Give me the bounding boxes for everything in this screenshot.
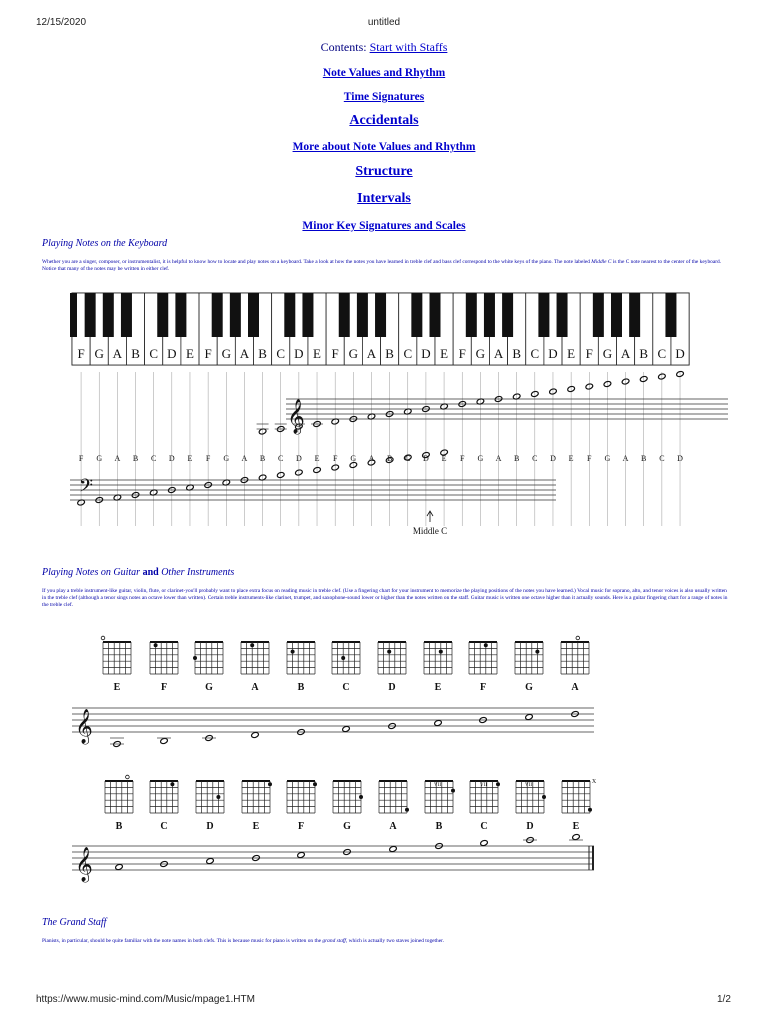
more-note-values-link[interactable]: More about Note Values and Rhythm (292, 141, 476, 153)
white-key-letter: G (475, 346, 486, 361)
white-key-letter: D (294, 346, 304, 361)
keyboard-figure (64, 290, 732, 550)
black-key (411, 293, 422, 337)
guitar-chart-row2-dot (359, 795, 363, 799)
structure-link[interactable]: Structure (355, 164, 413, 179)
black-key (430, 293, 441, 337)
white-key-letter: C (530, 346, 540, 361)
black-key (230, 293, 241, 337)
white-key-letter: C (403, 346, 413, 361)
white-key-letter: D (167, 346, 177, 361)
guitar-treble-clef-icon: 𝄞 (75, 710, 93, 743)
guitar-chart-row2-dot (405, 808, 409, 812)
guitar-title-b: and (142, 567, 159, 578)
staff-note-letter: F (205, 454, 211, 463)
nav-item-time-signatures (0, 87, 768, 105)
white-key-letter: D (421, 346, 431, 361)
position-mark: VII (434, 783, 441, 788)
keyboard-text-a: Whether you are a singer, composer, or instrumentalist, it is helpful to know how to locate and play notes on a keyboard. Take a look at how the notes you have learned in treble clef and bass clef correspond to the white keys of the piano. The note labeled (42, 259, 592, 265)
guitar-note-label-row2: C (480, 821, 488, 832)
guitar-chart-row1-dot (387, 650, 391, 654)
black-key (502, 293, 513, 337)
guitar-note-label-row2: C (160, 821, 168, 832)
guitar-note-label-row2: E (572, 821, 580, 832)
staff-note-letter: F (332, 454, 338, 463)
guitar-note-label-row2: G (343, 821, 351, 832)
guitar-section-title (42, 567, 234, 578)
guitar-staff1-note (434, 720, 442, 727)
guitar-paragraph: If you play a treble instrument-like guitar, violin, flute, or clarinet-you'll probably want to place extra focus on reading music in treble clef. (Use a fingering chart for your instrument to memorize the playing positions of the notes you have learned.) Vocal music for soprano, alto, and tenor voices is also usually written in the treble clef (although a tenor sings notes an octave lower than written). Certain treble instruments-like clarinet, trumpet, and saxophone-sound lower or higher than the notes written on the staff. Guitar music is written one octave higher than it actually sounds. Here is a guitar fingering chart for a range of notes in the treble clef. (42, 588, 728, 608)
guitar-note-label-row2: E (252, 821, 260, 832)
nav-item-note-values (0, 63, 768, 81)
staff-note-letter: E (314, 454, 320, 463)
grand-staff-text-b: , which is actually two staves joined together. (345, 938, 444, 944)
contents-label: Contents: (320, 40, 370, 54)
white-key-letter: C (149, 346, 159, 361)
black-key (611, 293, 622, 337)
white-key-letter: F (204, 346, 212, 361)
guitar-chart-row2-dot (313, 782, 317, 786)
white-key-letter: B (639, 346, 649, 361)
time-signatures-link[interactable]: Time Signatures (343, 91, 425, 103)
guitar-chart-row2-dot (542, 795, 546, 799)
guitar-chart-row1-open-mark (576, 636, 580, 640)
nav-item-intervals (0, 189, 768, 207)
guitar-title-c: Other Instruments (158, 567, 235, 578)
black-key (375, 293, 386, 337)
staff-note-letter: B (259, 454, 266, 463)
guitar-chart-row1-dot (154, 643, 158, 647)
guitar-title-a: Playing Notes on Guitar (42, 567, 143, 578)
guitar-note-label-row1: G (205, 682, 213, 693)
guitar-note-label-row1: C (342, 682, 350, 693)
black-key (85, 293, 96, 337)
guitar-chart-row2-dot (268, 782, 272, 786)
keyboard-section-title: Playing Notes on the Keyboard (42, 238, 168, 249)
staff-note-letter: G (477, 454, 484, 463)
white-key-letter: A (366, 346, 377, 361)
white-key-letter: D (548, 346, 558, 361)
guitar-note-label-row2: B (115, 821, 123, 832)
guitar-staff2-note (480, 840, 488, 847)
guitar-chart-row2-dot (588, 808, 592, 812)
guitar-figure (64, 620, 612, 895)
white-key-letter: F (585, 346, 593, 361)
white-key-letter: G (94, 346, 104, 361)
white-key-letter: F (458, 346, 466, 361)
guitar-note-label-row1: D (388, 682, 396, 693)
white-key-letter: F (331, 346, 339, 361)
print-url: https://www.music-mind.com/Music/mpage1.HTM (36, 994, 255, 1005)
accidentals-link[interactable]: Accidentals (349, 113, 419, 128)
print-date: 12/15/2020 (36, 17, 87, 28)
staff-note-letter: B (132, 454, 139, 463)
black-key (538, 293, 549, 337)
middle-c-label: Middle C (412, 526, 448, 536)
staff-note-letter: D (423, 454, 429, 463)
white-key-letter: B (258, 346, 267, 361)
staff-note-letter: E (187, 454, 193, 463)
staff-note-letter: A (368, 454, 375, 463)
white-key-letter: E (313, 346, 322, 361)
guitar-staff1-note (160, 738, 168, 745)
staff-note-letter: G (96, 454, 103, 463)
guitar-chart-row1-dot (439, 650, 443, 654)
guitar-chart-row1-open-mark (101, 636, 105, 640)
guitar-note-label-row1: A (251, 682, 259, 693)
guitar-note-label-row1: F (479, 682, 487, 693)
white-key-letter: E (185, 346, 194, 361)
guitar-staff1-note (251, 732, 259, 739)
guitar-staff2-note (572, 834, 580, 841)
guitar-note-label-row2: B (435, 821, 443, 832)
guitar-note-label-row1: G (525, 682, 533, 693)
white-key-letter: G (221, 346, 231, 361)
nav-item-more-note-values (0, 137, 768, 155)
guitar-chart-row2-dot (170, 782, 174, 786)
staff-note-letter: G (350, 454, 357, 463)
white-key-letter: A (112, 346, 123, 361)
guitar-chart-row1-dot (484, 643, 488, 647)
guitar-note-label-row1: B (297, 682, 305, 693)
staff-note-letter: F (587, 454, 592, 463)
staff-note-letter: A (495, 454, 502, 463)
black-key (557, 293, 568, 337)
grand-staff-text-italic: grand staff (322, 938, 346, 944)
guitar-note-label-row2: D (526, 821, 534, 832)
white-key-letter: A (239, 346, 250, 361)
white-key-letter: E (567, 346, 576, 361)
black-key (302, 293, 313, 337)
guitar-staff2-note (297, 852, 305, 859)
staff-note-letter: A (241, 454, 248, 463)
grand-staff-section-title: The Grand Staff (42, 917, 107, 928)
staff-note-letter: C (659, 454, 665, 463)
staff-note-letter: D (168, 454, 175, 463)
guitar-chart-row1-dot (193, 656, 197, 660)
guitar-chart-row1-dot (341, 656, 345, 660)
position-mark: X (591, 779, 597, 785)
staff-note-letter: E (568, 454, 574, 463)
minor-keys-link[interactable]: Minor Key Signatures and Scales (302, 220, 466, 232)
start-with-staffs-link[interactable]: Start with Staffs (369, 40, 448, 54)
white-key-letter: G (348, 346, 359, 361)
black-key (175, 293, 186, 337)
guitar-note-label-row1: E (113, 682, 121, 693)
white-key-letter: G (602, 346, 613, 361)
guitar-treble-clef-icon: 𝄞 (75, 848, 93, 881)
black-key (121, 293, 132, 337)
contents-line (0, 40, 768, 55)
guitar-chart-row2-dot (216, 795, 220, 799)
note-values-link[interactable]: Note Values and Rhythm (322, 67, 446, 79)
black-key (593, 293, 604, 337)
guitar-note-label-row1: E (434, 682, 442, 693)
guitar-staff2-note (206, 858, 214, 865)
staff-note-letter: C (405, 454, 411, 463)
nav-item-structure (0, 162, 768, 180)
guitar-staff2-note (389, 846, 397, 853)
grand-staff-text-a: Pianists, in particular, should be quite familiar with the note names in both clefs. This is because music for piano is written on the (42, 938, 323, 944)
white-key-letter: C (276, 346, 286, 361)
keyboard-text-italic: Middle C (591, 259, 612, 265)
bass-clef-icon: 𝄢 (78, 475, 94, 500)
black-key (103, 293, 114, 337)
print-page-number: 1/2 (717, 994, 731, 1005)
staff-note-letter: A (622, 454, 629, 463)
black-key (157, 293, 168, 337)
guitar-chart-row2-open-mark (126, 775, 130, 779)
intervals-link[interactable]: Intervals (357, 191, 411, 206)
staff-note-letter: B (514, 454, 520, 463)
staff-note-letter: E (441, 454, 447, 463)
guitar-staff2-note (115, 864, 123, 871)
black-key (466, 293, 477, 337)
black-key (284, 293, 295, 337)
staff-note-letter: C (278, 454, 284, 463)
position-mark: VII (480, 783, 487, 788)
white-key-letter: B (131, 346, 140, 361)
staff-note-letter: B (641, 454, 647, 463)
guitar-chart-row1-dot (535, 650, 539, 654)
treble-clef-icon: 𝄞 (287, 400, 305, 433)
black-key (248, 293, 259, 337)
grand-staff-paragraph (42, 938, 732, 945)
nav-item-accidentals (0, 111, 768, 129)
guitar-chart-row1-dot (291, 650, 295, 654)
staff-note-letter: C (151, 454, 157, 463)
white-key-letter: E (440, 346, 449, 361)
staff-note-letter: D (677, 454, 683, 463)
keyboard-paragraph (42, 259, 732, 273)
keyboard-text-b: is the C note nearest to the center of the keyboard. Notice that many of the notes may be written in either clef. (42, 259, 722, 272)
guitar-chart-row2-dot (451, 789, 455, 793)
black-key (357, 293, 368, 337)
white-key-letter: B (512, 346, 522, 361)
guitar-note-label-row2: F (297, 821, 305, 832)
staff-note-letter: D (550, 454, 556, 463)
guitar-note-label-row1: A (571, 682, 579, 693)
white-key-letter: A (620, 346, 631, 361)
print-title: untitled (367, 17, 401, 28)
black-key (70, 293, 77, 337)
staff-note-letter: A (114, 454, 121, 463)
guitar-note-label-row2: A (389, 821, 397, 832)
staff-note-letter: C (532, 454, 538, 463)
guitar-chart-row2-dot (496, 782, 500, 786)
black-key (665, 293, 676, 337)
black-key (629, 293, 640, 337)
black-key (339, 293, 350, 337)
guitar-chart-row1-dot (250, 643, 254, 647)
staff-note-letter: F (459, 454, 465, 463)
staff-note-letter: F (78, 454, 84, 463)
staff-note-letter: G (604, 454, 611, 463)
guitar-note-label-row1: F (160, 682, 168, 693)
white-key-letter: A (493, 346, 504, 361)
guitar-staff1-note (525, 714, 533, 721)
white-key-letter: D (675, 346, 685, 361)
guitar-staff1-note (342, 726, 350, 733)
staff-note-letter: B (386, 454, 393, 463)
white-key-letter: B (385, 346, 394, 361)
black-key (484, 293, 495, 337)
white-key-letter: F (77, 346, 85, 361)
staff-note-letter: D (295, 454, 302, 463)
nav-item-minor-keys (0, 216, 768, 234)
position-mark: VII (525, 783, 532, 788)
white-key-letter: C (657, 346, 667, 361)
black-key (212, 293, 223, 337)
guitar-note-label-row2: D (206, 821, 214, 832)
staff-note-letter: G (223, 454, 230, 463)
